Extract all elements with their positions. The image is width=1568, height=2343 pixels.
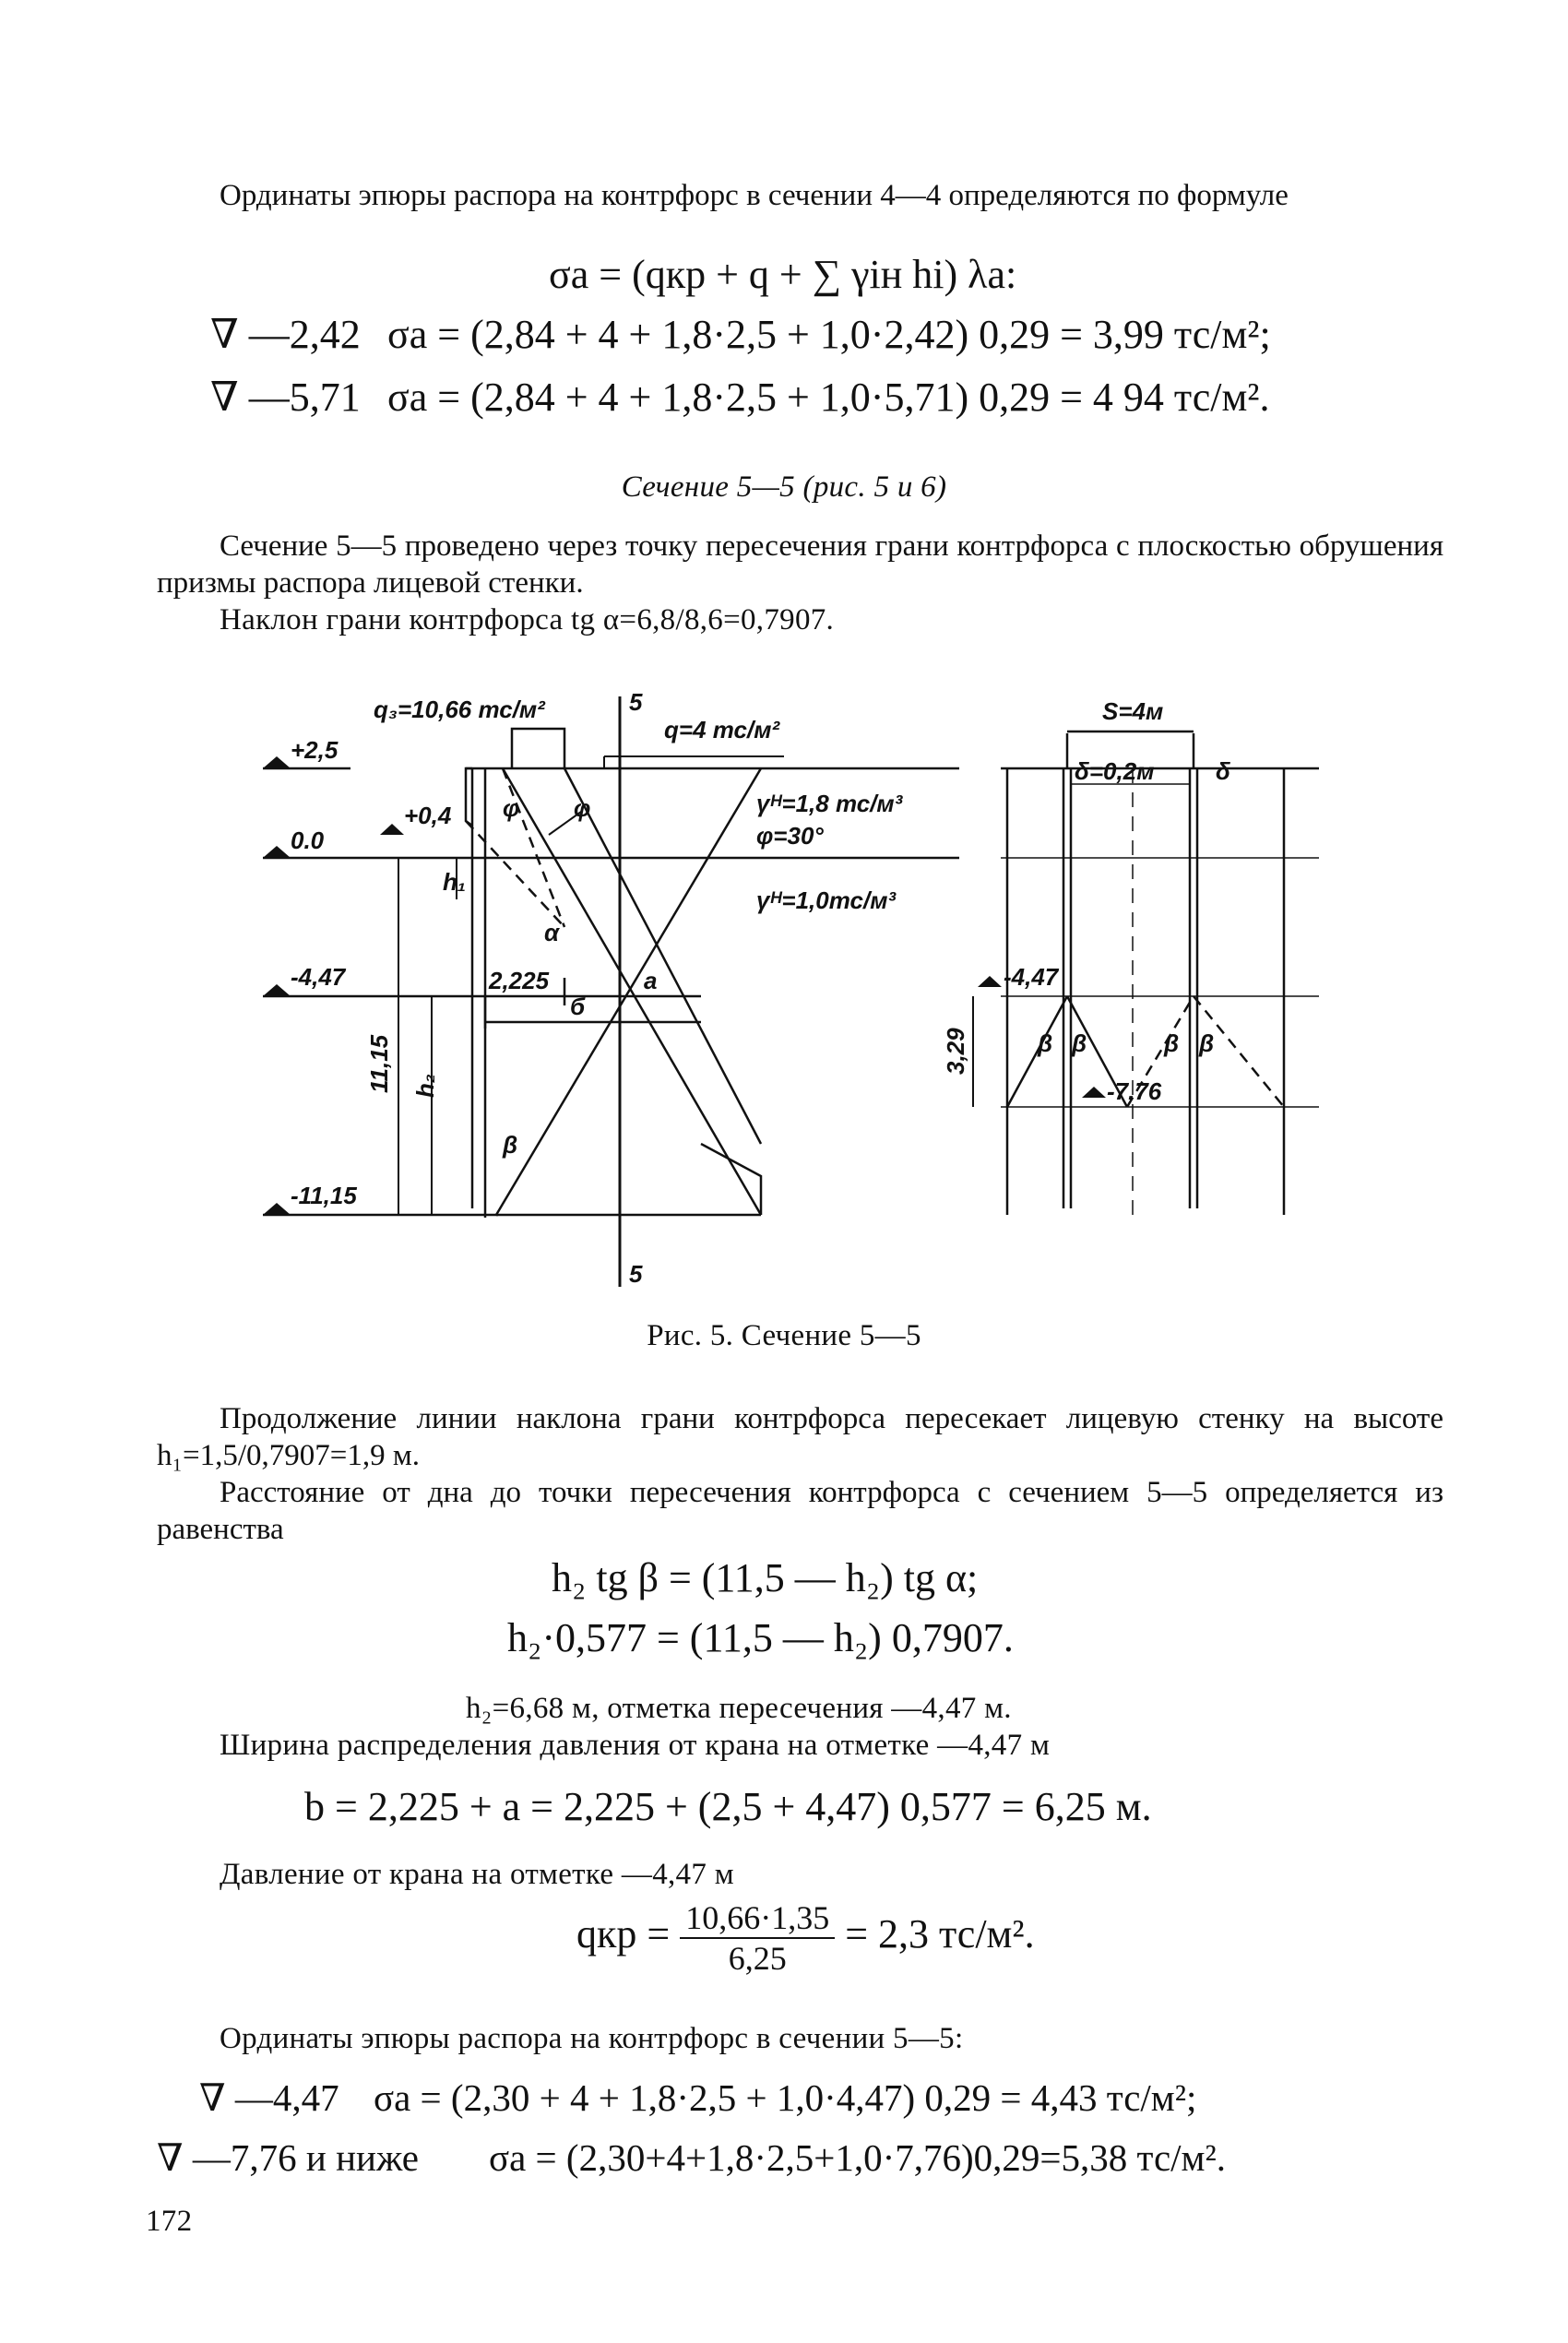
paragraph-pressure: Давление от крана на отметке —4,47 м [220, 1858, 734, 1891]
label-dim-11-15: 11,15 [365, 1034, 393, 1093]
label-gamma-2: γᴴ=1,0тс/м³ [756, 886, 897, 914]
formula-242: σa = (2,84 + 4 + 1,8·2,5 + 1,0·2,42) 0,29 = 3,99 тс/м²; [387, 312, 1271, 357]
label-beta-r4: β [1199, 1029, 1215, 1057]
label-beta-r2: β [1072, 1029, 1087, 1057]
section-heading: Сечение 5—5 (рис. 5 и 6) [621, 470, 947, 504]
formula-h2-a: h₂ tg β = (11,5 — h₂) tg α; [552, 1555, 979, 1600]
label-mark-11-15: -11,15 [291, 1182, 357, 1209]
paragraph-slope: Наклон грани контрфорса tg α=6,8/8,6=0,7907. [220, 603, 835, 636]
label-right-7-76: -7,76 [1107, 1077, 1162, 1105]
formula-447: σa = (2,30 + 4 + 1,8·2,5 + 1,0·4,47) 0,29 = 4,43 тс/м²; [374, 2076, 1197, 2119]
label-phi-left: φ [503, 794, 520, 822]
formula-general: σa = (qкр + q + ∑ γiн hi) λa: [549, 252, 1017, 297]
label-dim-3-29: 3,29 [942, 1028, 969, 1075]
formula-qkr-lhs: qкр = [576, 1911, 671, 1957]
label-mark-2-5: +2,5 [291, 736, 339, 764]
label-phi-30: φ=30° [756, 822, 824, 850]
label-section-bottom: 5 [629, 1260, 643, 1288]
label-mark-0-4: +0,4 [404, 802, 452, 829]
label-s-4: S=4м [1102, 697, 1164, 725]
label-alpha: α [544, 919, 560, 946]
formula-qkr-rhs: = 2,3 тс/м². [845, 1911, 1035, 1957]
paragraph-ordinates-4-4: Ординаты эпюры распора на контрфорс в сечении 4—4 определяются по формуле [220, 179, 1289, 212]
formula-mark-242: ∇ —2,42 [210, 312, 361, 357]
label-q: q=4 тс/м² [664, 716, 780, 743]
label-beta-left: β [503, 1131, 518, 1159]
label-right-4-47: -4,47 [1004, 963, 1059, 991]
label-h2: h₂ [411, 1074, 439, 1098]
figure-caption: Рис. 5. Сечение 5—5 [647, 1319, 921, 1352]
label-phi-right: φ [574, 794, 591, 822]
paragraph-h2-result: h₂=6,68 м, отметка пересечения —4,47 м. [466, 1692, 1012, 1725]
label-q3: q₃=10,66 тс/м² [374, 696, 545, 723]
formula-qkr-numerator: 10,66·1,35 [680, 1898, 835, 1939]
formula-qkr [576, 1898, 1035, 1978]
label-delta-2: δ [1216, 757, 1230, 785]
formula-mark-776: ∇ —7,76 и ниже [157, 2136, 419, 2179]
paragraph-section-5-5: Сечение 5—5 проведено через точку пересечения грани контрфорса с плоскостью обрушения призмы распора лицевой стенки. [157, 529, 1443, 600]
formula-571: σa = (2,84 + 4 + 1,8·2,5 + 1,0·5,71) 0,29 = 4 94 тс/м². [387, 375, 1270, 420]
label-b: б [570, 993, 586, 1020]
label-gamma-1: γᴴ=1,8 тс/м³ [756, 790, 903, 817]
label-mark-4-47: -4,47 [291, 963, 346, 991]
label-delta: δ=0,2м [1075, 757, 1155, 785]
formula-mark-571: ∇ —5,71 [210, 375, 361, 420]
page-number: 172 [146, 2205, 193, 2238]
formula-b: b = 2,225 + a = 2,225 + (2,5 + 4,47) 0,577 = 6,25 м. [304, 1784, 1152, 1829]
paragraph-width: Ширина распределения давления от крана на отметке —4,47 м [220, 1729, 1051, 1762]
formula-776: σa = (2,30+4+1,8·2,5+1,0·7,76)0,29=5,38 тс/м². [489, 2136, 1227, 2179]
formula-qkr-fraction [680, 1898, 835, 1978]
label-dim-2-225: 2,225 [489, 967, 550, 994]
label-a: a [644, 967, 658, 994]
paragraph-ordinates-5-5: Ординаты эпюры распора на контрфорс в сечении 5—5: [220, 2022, 964, 2055]
label-h1: h₁ [443, 868, 467, 896]
formula-qkr-denominator: 6,25 [728, 1940, 787, 1977]
figure-section-5-5 [0, 646, 1568, 1310]
paragraph-distance: Расстояние от дна до точки пересечения контрфорса с сечением 5—5 определяется из равенства [157, 1476, 1443, 1546]
formula-h2-b: h₂·0,577 = (11,5 — h₂) 0,7907. [507, 1615, 1014, 1660]
formula-mark-447: ∇ —4,47 [199, 2076, 339, 2119]
label-mark-0-0: 0.0 [291, 827, 325, 854]
label-beta-r1: β [1038, 1029, 1053, 1057]
label-section-top: 5 [629, 688, 643, 716]
paragraph-h1: Продолжение линии наклона грани контрфорса пересекает лицевую стенку на высоте h₁=1,5/0,7907=1,9 м. [157, 1402, 1443, 1472]
label-beta-r3: β [1164, 1029, 1180, 1057]
